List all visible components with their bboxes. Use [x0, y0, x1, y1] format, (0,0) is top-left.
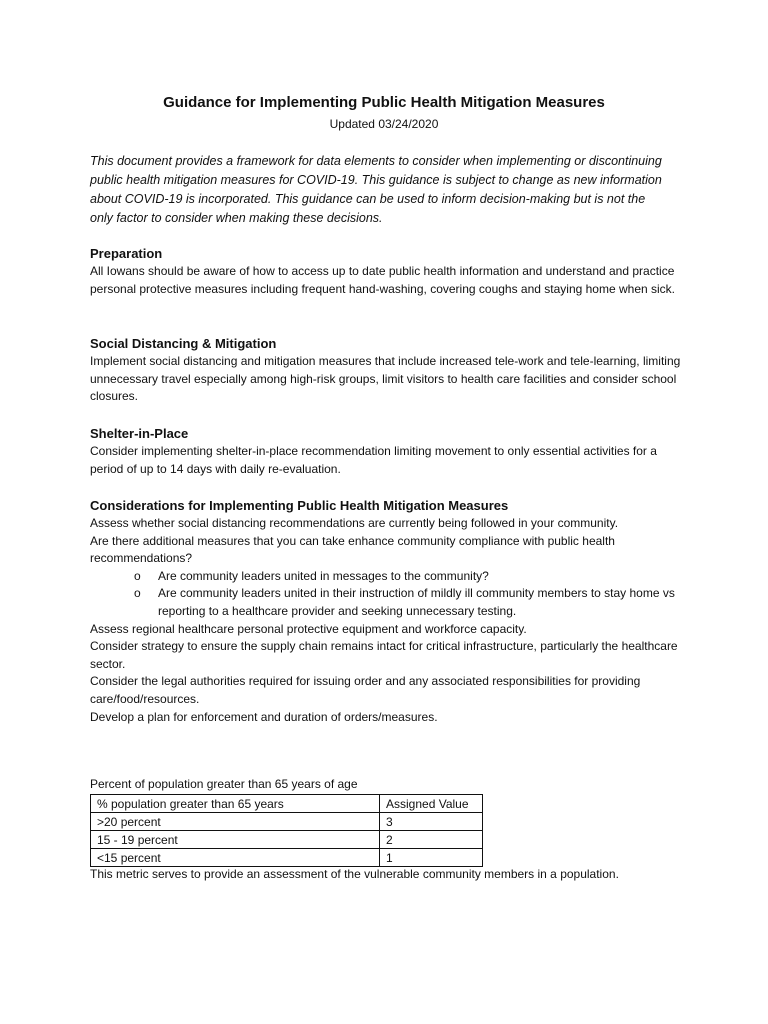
list-item	[90, 568, 690, 586]
table-note: This metric serves to provide an assessment of the vulnerable community members in a population.	[90, 867, 619, 881]
section-text: Consider implementing shelter-in-place recommendation limiting movement to only essential activities for a period of up to 14 days with daily re-evaluation.	[90, 444, 657, 476]
table-row	[91, 849, 483, 867]
column-header: % population greater than 65 years	[91, 795, 380, 813]
considerations-line: Assess whether social distancing recommendations are currently being followed in your community.	[90, 516, 619, 530]
page-title: Guidance for Implementing Public Health Mitigation Measures	[163, 94, 605, 111]
section-text: All Iowans should be aware of how to access up to date public health information and understand and practice personal protective measures including frequent hand-washing, covering coughs and staying home when sick.	[90, 264, 676, 296]
table-cell: <15 percent	[91, 849, 380, 867]
table-cell: 2	[380, 831, 483, 849]
section-heading: Considerations for Implementing Public Health Mitigation Measures	[90, 498, 509, 513]
column-header: Assigned Value	[380, 795, 483, 813]
updated-date: Updated 03/24/2020	[329, 117, 439, 131]
table-row	[91, 831, 483, 849]
section-heading: Shelter-in-Place	[90, 426, 189, 441]
list-item-text: Are community leaders united in their instruction of mildly ill community members to stay home vs reporting to a healthcare provider and seeking unnecessary testing.	[158, 586, 675, 618]
list-item-text: Are community leaders united in messages to the community?	[158, 568, 489, 583]
table-cell: >20 percent	[91, 813, 380, 831]
considerations-line: Consider strategy to ensure the supply chain remains intact for critical infrastructure, particularly the healthcare sector.	[90, 639, 678, 671]
section-text: Implement social distancing and mitigation measures that include increased tele-work and tele-learning, limiting unnecessary travel especially among high-risk groups, limit visitors to health care facilities and consider school closures.	[90, 354, 681, 404]
section-heading: Social Distancing & Mitigation	[90, 336, 277, 351]
considerations-bullet-list	[90, 568, 690, 621]
considerations-line: Develop a plan for enforcement and duration of orders/measures.	[90, 709, 438, 724]
list-item	[90, 585, 690, 620]
metric-table	[90, 794, 483, 867]
table-header-row	[91, 795, 483, 813]
section-considerations	[90, 497, 690, 726]
considerations-line: Consider the legal authorities required for issuing order and any associated responsibilities for providing care/food/resources.	[90, 674, 641, 706]
table-cell: 1	[380, 849, 483, 867]
section-shelter-in-place	[90, 425, 690, 478]
table-cell: 15 - 19 percent	[91, 831, 380, 849]
considerations-line: Are there additional measures that you can take enhance community compliance with public health recommendations?	[90, 533, 615, 566]
table-row	[91, 813, 483, 831]
section-heading: Preparation	[90, 246, 163, 261]
intro-paragraph: This document provides a framework for data elements to consider when implementing or discontinuing public health mitigation measures for COVID-19. This guidance is subject to change as new information about COVID-19 is incorporated. This guidance can be used to inform decision-making but is not the only factor to consider when making these decisions.	[90, 154, 662, 225]
table-caption: Percent of population greater than 65 years of age	[90, 777, 358, 791]
section-preparation	[90, 245, 690, 298]
bullet-icon: o	[134, 586, 141, 601]
table-cell: 3	[380, 813, 483, 831]
considerations-line: Assess regional healthcare personal protective equipment and workforce capacity.	[90, 621, 527, 636]
bullet-icon: o	[134, 568, 141, 583]
section-social-distancing	[90, 335, 690, 406]
